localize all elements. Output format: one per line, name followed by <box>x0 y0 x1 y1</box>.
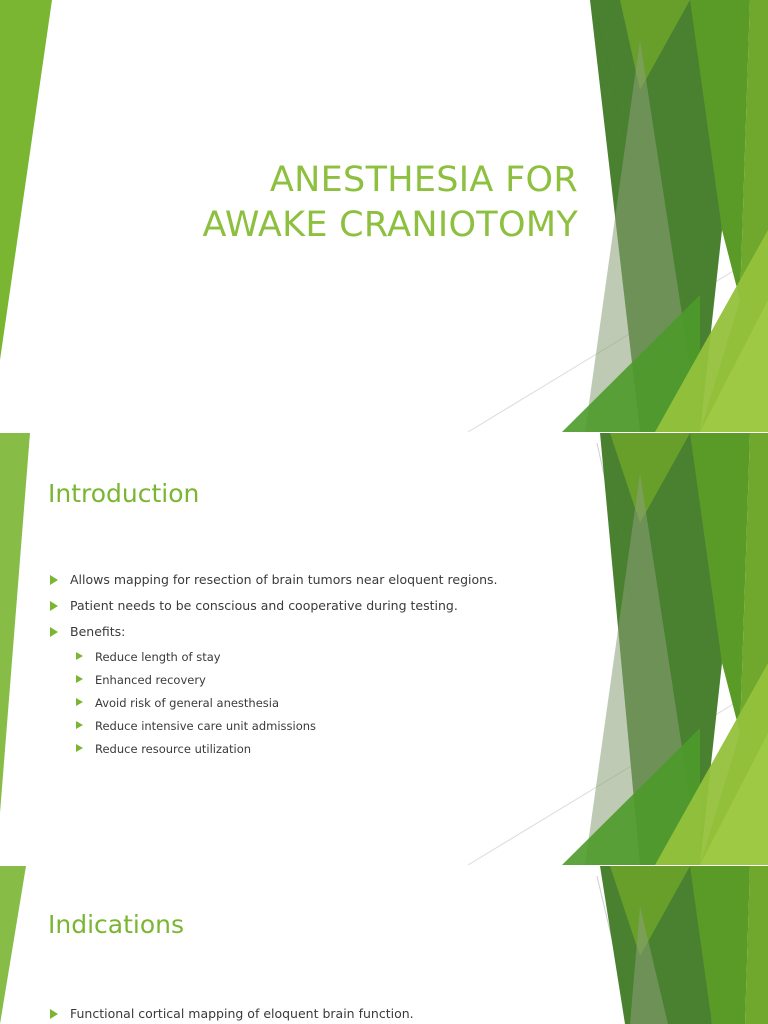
bullet-item <box>48 571 498 597</box>
introduction-bullet-list <box>48 571 498 764</box>
bullet-text: Allows mapping for resection of brain tumors near eloquent regions. <box>70 572 498 587</box>
bullet-text: Patient needs to be conscious and cooperative during testing. <box>70 598 458 613</box>
bullet-item <box>48 623 498 649</box>
sub-bullet-item <box>48 695 498 718</box>
slide-title <box>100 158 578 248</box>
slide-title-line-2: AWAKE CRANIOTOMY <box>202 205 578 245</box>
triangle-right-icon <box>76 698 83 706</box>
indications-bullet-list <box>48 1005 414 1024</box>
triangle-right-icon <box>76 721 83 729</box>
bullet-text: Reduce length of stay <box>95 650 221 664</box>
bullet-text: Benefits: <box>70 624 126 639</box>
triangle-right-icon <box>76 652 83 660</box>
triangle-right-icon <box>50 601 58 611</box>
triangle-right-icon <box>76 744 83 752</box>
introduction-heading: Introduction <box>48 479 200 508</box>
bullet-text: Reduce intensive care unit admissions <box>95 719 317 733</box>
triangle-right-icon <box>76 675 83 683</box>
slide-title-line-1: ANESTHESIA FOR <box>269 160 578 200</box>
sub-bullet-item <box>48 741 498 764</box>
indications-slide <box>0 866 768 1024</box>
bullet-item <box>48 1005 414 1024</box>
bullet-text: Avoid risk of general anesthesia <box>95 696 280 710</box>
bullet-text: Enhanced recovery <box>95 673 206 687</box>
sub-bullet-item <box>48 718 498 741</box>
indications-slide-decoration <box>0 866 768 1024</box>
title-slide <box>0 0 768 432</box>
indications-heading: Indications <box>48 910 185 939</box>
sub-bullet-item <box>48 672 498 695</box>
triangle-right-icon <box>50 575 58 585</box>
bullet-item <box>48 597 498 623</box>
bullet-text: Reduce resource utilization <box>95 742 252 756</box>
sub-bullet-item <box>48 649 498 672</box>
introduction-slide <box>0 433 768 865</box>
bullet-text: Functional cortical mapping of eloquent brain function. <box>70 1006 414 1021</box>
triangle-right-icon <box>50 1009 58 1019</box>
triangle-right-icon <box>50 627 58 637</box>
